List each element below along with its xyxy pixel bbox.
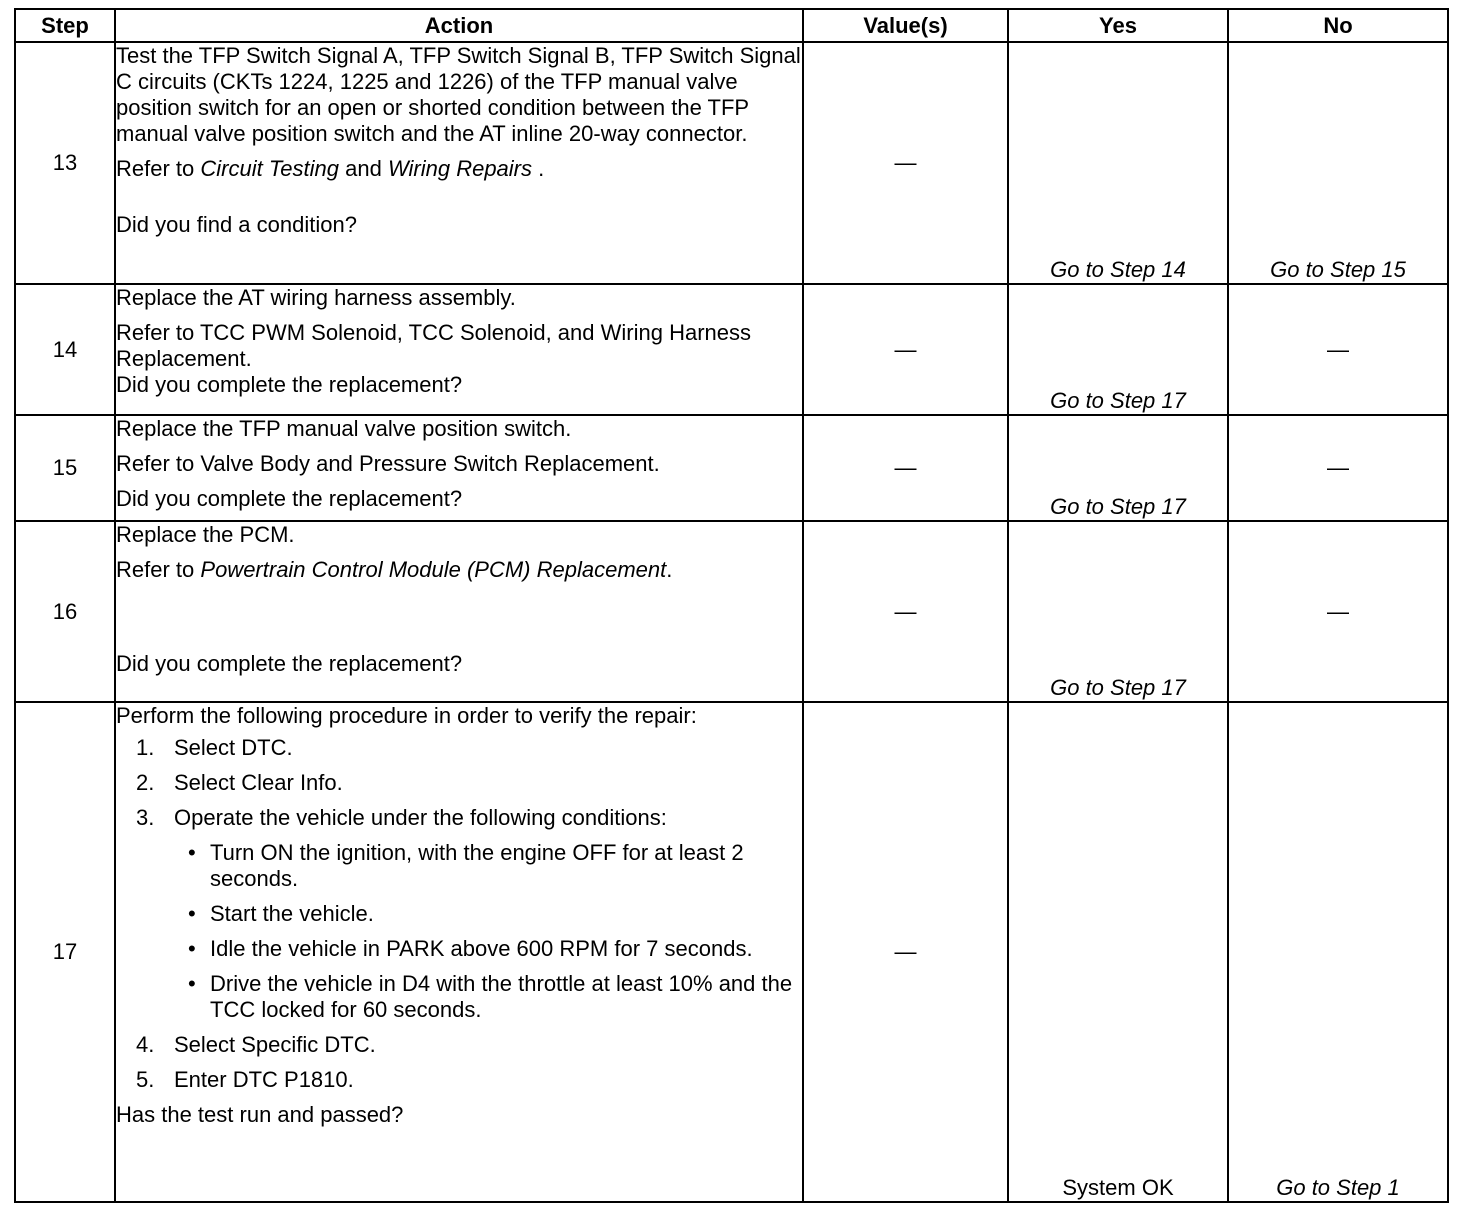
header-action: Action <box>115 9 803 42</box>
value-cell: — <box>803 702 1008 1202</box>
action-question: Did you complete the replacement? <box>116 486 463 511</box>
yes-cell <box>1008 521 1228 702</box>
diagnostic-table <box>14 8 1449 1203</box>
action-text: Replace the TFP manual valve position switch. <box>116 416 572 441</box>
list-item: • Drive the vehicle in D4 with the throttle at least 10% and the TCC locked for 60 seconds. <box>188 971 793 1022</box>
reference-link: Circuit Testing <box>200 156 339 181</box>
action-cell <box>115 284 803 415</box>
list-item: • Start the vehicle. <box>188 901 374 926</box>
action-reference: Refer to Circuit Testing and Wiring Repairs . <box>116 156 545 181</box>
yes-cell <box>1008 702 1228 1202</box>
yes-cell <box>1008 284 1228 415</box>
yes-cell <box>1008 42 1228 284</box>
yes-result: Go to Step 17 <box>1050 494 1186 519</box>
action-cell <box>115 42 803 284</box>
value-cell: — <box>803 521 1008 702</box>
no-cell <box>1228 702 1448 1202</box>
action-reference: Refer to Powertrain Control Module (PCM) Replacement. <box>116 557 673 582</box>
list-item: 1. Select DTC. <box>136 735 293 760</box>
conditions-list <box>174 840 802 1023</box>
no-result: Go to Step 1 <box>1276 1175 1400 1200</box>
no-cell: — <box>1228 521 1448 702</box>
reference-link: Powertrain Control Module (PCM) Replacement <box>200 557 667 582</box>
table-row <box>15 521 1448 702</box>
list-item: • Turn ON the ignition, with the engine OFF for at least 2 seconds. <box>188 840 744 891</box>
action-cell <box>115 415 803 521</box>
list-item: • Idle the vehicle in PARK above 600 RPM for 7 seconds. <box>188 936 753 961</box>
list-item: 5. Enter DTC P1810. <box>136 1067 354 1092</box>
table-row <box>15 702 1448 1202</box>
header-step: Step <box>15 9 115 42</box>
value-cell: — <box>803 415 1008 521</box>
no-result: Go to Step 15 <box>1270 257 1406 282</box>
header-yes: Yes <box>1008 9 1228 42</box>
reference-link: Wiring Repairs <box>387 156 533 181</box>
no-cell: — <box>1228 415 1448 521</box>
action-text: Test the TFP Switch Signal A, TFP Switch Signal B, TFP Switch Signal C circuits (CKTs 1224, 1225 and 1226) of the TFP manual valve position switch for an open or shorted condition between the TFP manual valve position switch and the AT inline 20-way connector. <box>116 43 801 146</box>
value-cell: — <box>803 284 1008 415</box>
action-reference: Refer to Valve Body and Pressure Switch Replacement. <box>116 451 660 476</box>
yes-cell <box>1008 415 1228 521</box>
yes-result: Go to Step 14 <box>1050 257 1186 282</box>
action-question: Did you find a condition? <box>116 212 357 237</box>
table-row <box>15 42 1448 284</box>
no-cell: — <box>1228 284 1448 415</box>
action-text: Perform the following procedure in order to verify the repair: <box>116 703 697 728</box>
yes-result: Go to Step 17 <box>1050 675 1186 700</box>
step-number: 14 <box>15 284 115 415</box>
action-cell <box>115 702 803 1202</box>
table-row <box>15 284 1448 415</box>
action-question: Has the test run and passed? <box>116 1102 404 1127</box>
action-text: Replace the AT wiring harness assembly. <box>116 285 516 310</box>
list-item: 4. Select Specific DTC. <box>136 1032 376 1057</box>
header-row <box>15 9 1448 42</box>
step-number: 15 <box>15 415 115 521</box>
list-item: 2. Select Clear Info. <box>136 770 343 795</box>
step-number: 13 <box>15 42 115 284</box>
list-item: 3. Operate the vehicle under the following conditions: • Turn ON the ignition, with the engine OFF for at least 2 seconds. • Start the vehicle. • Idle the vehicle in PARK above 600 RPM for 7 seconds. • Drive the vehicle in D4 with the throttle at least 10% and the TCC locked for 60 seconds. <box>174 805 802 1023</box>
action-text: Replace the PCM. <box>116 522 295 547</box>
action-question: Did you complete the replacement? <box>116 372 463 397</box>
action-cell <box>115 521 803 702</box>
header-values: Value(s) <box>803 9 1008 42</box>
value-cell: — <box>803 42 1008 284</box>
action-question: Did you complete the replacement? <box>116 651 463 676</box>
table-row <box>15 415 1448 521</box>
step-number: 17 <box>15 702 115 1202</box>
action-reference: Refer to TCC PWM Solenoid, TCC Solenoid, and Wiring Harness Replacement. <box>116 320 751 371</box>
no-cell <box>1228 42 1448 284</box>
header-no: No <box>1228 9 1448 42</box>
yes-result: Go to Step 17 <box>1050 388 1186 413</box>
step-number: 16 <box>15 521 115 702</box>
procedure-list <box>116 735 802 1093</box>
yes-result: System OK <box>1062 1175 1174 1200</box>
